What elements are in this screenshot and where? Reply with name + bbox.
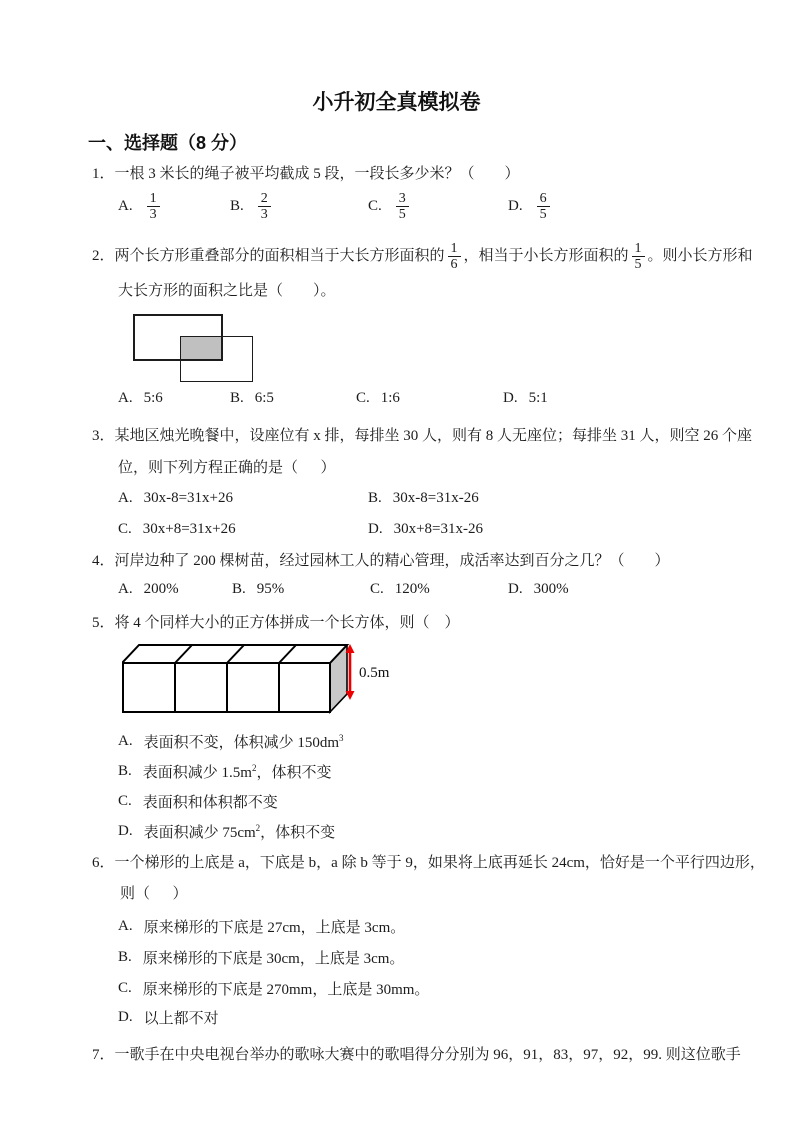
option-label: B. bbox=[232, 581, 246, 597]
q5-option-a bbox=[118, 731, 344, 752]
fraction-numerator: 3 bbox=[396, 191, 409, 207]
option-text: 200% bbox=[143, 581, 179, 597]
option-text bbox=[144, 821, 336, 842]
option-text-tail: ，体积不变 bbox=[260, 825, 336, 841]
option-text-main: 表面积减少 75cm bbox=[143, 825, 256, 841]
option-label: D. bbox=[508, 198, 523, 214]
option-text: 30x-8=31x-26 bbox=[392, 490, 479, 506]
option-label: D. bbox=[368, 521, 383, 537]
option-text bbox=[143, 761, 332, 782]
fraction bbox=[632, 241, 645, 272]
q3-stem-line1: 3．某地区烛光晚餐中，设座位有 x 排，每排坐 30 人，则有 8 人无座位；每排坐 31 人，则空 26 个座 bbox=[92, 428, 753, 444]
option-text: 30x+8=31x-26 bbox=[393, 521, 484, 537]
option-text-main: 表面积不变，体积减少 150dm bbox=[143, 735, 340, 751]
q1-stem: 1．一根 3 米长的绳子被平均截成 5 段，一段长多少米？（ ） bbox=[92, 166, 520, 182]
q1-option-b bbox=[230, 191, 274, 222]
fraction-numerator: 6 bbox=[537, 191, 550, 207]
q2-option-a bbox=[118, 390, 163, 407]
q6-stem-line2: 则（ ） bbox=[120, 886, 188, 902]
option-text-tail: ，体积不变 bbox=[256, 765, 332, 781]
option-text: 6:5 bbox=[254, 390, 274, 406]
option-label: B. bbox=[118, 949, 132, 965]
option-label: A. bbox=[118, 733, 133, 749]
q5-option-d bbox=[118, 821, 335, 842]
option-text bbox=[143, 791, 278, 812]
q1-option-d bbox=[508, 191, 553, 222]
option-label: D. bbox=[508, 581, 523, 597]
option-text-main: 表面积和体积都不变 bbox=[142, 795, 278, 811]
fraction-numerator: 1 bbox=[448, 241, 461, 257]
q2-option-c bbox=[356, 390, 400, 407]
option-label: B. bbox=[368, 490, 382, 506]
large-rectangle bbox=[133, 314, 223, 361]
q6-option-d bbox=[118, 1007, 219, 1028]
q4-options bbox=[0, 581, 793, 599]
q3-option-c bbox=[118, 521, 236, 538]
page-title: 小升初全真模拟卷 bbox=[312, 91, 481, 114]
q4-option-a bbox=[118, 581, 179, 598]
fraction-denominator: 3 bbox=[260, 207, 268, 222]
option-text: 95% bbox=[256, 581, 285, 597]
option-label: B. bbox=[118, 763, 132, 779]
q2-options bbox=[0, 390, 793, 408]
q3-option-d bbox=[368, 521, 483, 538]
q5-option-b bbox=[118, 761, 331, 782]
option-label: A. bbox=[118, 581, 133, 597]
fraction-denominator: 3 bbox=[149, 207, 157, 222]
q4-stem: 4．河岸边种了 200 棵树苗，经过园林工人的精心管理，成活率达到百分之几？（ ） bbox=[92, 553, 670, 569]
option-text: 5:1 bbox=[528, 390, 548, 406]
option-label: C. bbox=[368, 198, 382, 214]
q2-option-b bbox=[230, 390, 274, 407]
option-text: 5:6 bbox=[143, 390, 163, 406]
q6-stem-line1: 6．一个梯形的上底是 a，下底是 b，a 除 b 等于 9，如果将上底再延长 24cm，恰好是一个平行四边形， bbox=[92, 855, 765, 871]
q3-options-row2 bbox=[0, 521, 793, 539]
option-label: B. bbox=[230, 198, 244, 214]
fraction bbox=[258, 191, 271, 222]
option-text: 120% bbox=[394, 581, 430, 597]
fraction-numerator: 1 bbox=[147, 191, 160, 207]
q3-stem-line2: 位，则下列方程正确的是（ ） bbox=[118, 460, 336, 476]
q6-option-c bbox=[118, 978, 429, 999]
option-text: 30x+8=31x+26 bbox=[142, 521, 236, 537]
q5-option-c bbox=[118, 791, 278, 812]
option-label: D. bbox=[118, 1009, 133, 1025]
option-label: D. bbox=[118, 823, 133, 839]
q3-option-a bbox=[118, 490, 233, 507]
q1-options bbox=[0, 191, 793, 231]
unit-superscript: 3 bbox=[339, 733, 344, 743]
option-label: C. bbox=[118, 980, 132, 996]
unit-superscript: 2 bbox=[255, 823, 261, 833]
option-text bbox=[144, 731, 344, 752]
option-text: 30x-8=31x+26 bbox=[143, 490, 234, 506]
fraction-numerator: 2 bbox=[258, 191, 271, 207]
stem-text: 2．两个长方形重叠部分的面积相当于大长方形面积的 bbox=[92, 247, 445, 264]
stem-text: 。则小长方形和 bbox=[647, 247, 753, 264]
option-text: 原来梯形的下底是 27cm，上底是 3cm。 bbox=[143, 920, 406, 936]
q7-stem: 7．一歌手在中央电视台举办的歌咏大赛中的歌唱得分分别为 96，91，83，97，92，99. 则这位歌手 bbox=[92, 1047, 741, 1063]
fraction-denominator: 5 bbox=[634, 256, 642, 272]
option-text: 原来梯形的下底是 30cm，上底是 3cm。 bbox=[142, 951, 405, 967]
option-label: C. bbox=[118, 521, 132, 537]
section-heading: 一、选择题（8 分） bbox=[88, 133, 248, 153]
q2-figure bbox=[133, 314, 263, 386]
fraction bbox=[396, 191, 409, 222]
option-label: A. bbox=[118, 198, 133, 214]
option-text: 1:6 bbox=[380, 390, 400, 406]
option-label: B. bbox=[230, 390, 244, 406]
q1-option-c bbox=[368, 191, 412, 222]
fraction bbox=[448, 241, 461, 272]
fraction bbox=[537, 191, 550, 222]
height-label: 0.5m bbox=[359, 665, 390, 681]
q2-stem-line2: 大长方形的面积之比是（ ）。 bbox=[118, 283, 336, 299]
fraction-denominator: 5 bbox=[539, 207, 547, 222]
q2-option-d bbox=[503, 390, 548, 407]
fraction-denominator: 5 bbox=[398, 207, 406, 222]
q6-option-b bbox=[118, 947, 404, 968]
stem-text: ，相当于小长方形面积的 bbox=[463, 247, 629, 264]
q3-option-b bbox=[368, 490, 479, 507]
option-label: A. bbox=[118, 918, 133, 934]
fraction bbox=[147, 191, 160, 222]
q4-option-c bbox=[370, 581, 430, 598]
option-text: 300% bbox=[533, 581, 569, 597]
option-label: C. bbox=[370, 581, 384, 597]
option-label: C. bbox=[118, 793, 132, 809]
q5-stem: 5．将 4 个同样大小的正方体拼成一个长方体，则（ ） bbox=[92, 615, 460, 631]
option-text: 原来梯形的下底是 270mm，上底是 30mm。 bbox=[142, 982, 430, 998]
q1-option-a bbox=[118, 191, 163, 222]
fraction-numerator: 1 bbox=[632, 241, 645, 257]
option-label: C. bbox=[356, 390, 370, 406]
q2-stem-line1 bbox=[92, 236, 753, 276]
q4-option-b bbox=[232, 581, 284, 598]
option-text-main: 表面积减少 1.5m bbox=[142, 765, 252, 781]
cuboid-figure bbox=[122, 644, 407, 716]
q3-options-row1 bbox=[0, 490, 793, 508]
q4-option-d bbox=[508, 581, 569, 598]
fraction-denominator: 6 bbox=[450, 256, 458, 272]
option-label: D. bbox=[503, 390, 518, 406]
option-text: 以上都不对 bbox=[143, 1011, 219, 1027]
option-label: A. bbox=[118, 490, 133, 506]
unit-superscript: 2 bbox=[251, 763, 257, 773]
option-label: A. bbox=[118, 390, 133, 406]
q6-option-a bbox=[118, 916, 405, 937]
